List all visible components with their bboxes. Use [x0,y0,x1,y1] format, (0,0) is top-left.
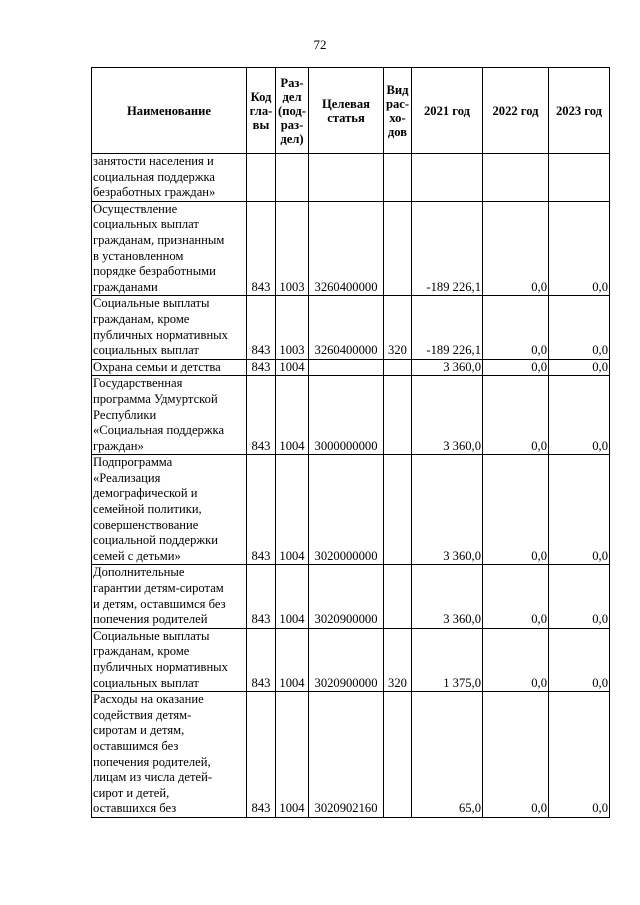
header-2021: 2021 год [412,68,483,154]
cell-y2022: 0,0 [483,359,549,376]
cell-y2021 [412,154,483,202]
table-header-row [92,68,610,154]
cell-vid [384,154,412,202]
budget-table [91,67,610,818]
table-row [92,565,610,628]
cell-y2022: 0,0 [483,296,549,359]
cell-y2023: 0,0 [549,565,610,628]
cell-y2023: 0,0 [549,359,610,376]
cell-vid [384,455,412,565]
cell-y2022: 0,0 [483,692,549,818]
cell-vid [384,692,412,818]
table-body [92,154,610,818]
cell-vid [384,376,412,455]
cell-razdel [276,154,309,202]
cell-kod: 843 [247,296,276,359]
cell-vid: 320 [384,296,412,359]
cell-celevaya: 3000000000 [309,376,384,455]
cell-razdel: 1004 [276,455,309,565]
header-name: Наименование [92,68,247,154]
cell-y2022: 0,0 [483,628,549,691]
cell-y2022: 0,0 [483,565,549,628]
table-row [92,296,610,359]
cell-y2021: 1 375,0 [412,628,483,691]
table-row [92,628,610,691]
cell-y2022: 0,0 [483,201,549,296]
cell-name: Охрана семьи и детства [92,359,247,376]
cell-y2022 [483,154,549,202]
cell-kod: 843 [247,455,276,565]
table-row [92,455,610,565]
header-kod: Код гла- вы [247,68,276,154]
cell-kod: 843 [247,359,276,376]
header-celevaya: Целевая статья [309,68,384,154]
cell-razdel: 1003 [276,296,309,359]
cell-celevaya: 3020000000 [309,455,384,565]
table-row [92,692,610,818]
cell-celevaya [309,359,384,376]
cell-razdel: 1004 [276,376,309,455]
cell-y2023: 0,0 [549,376,610,455]
cell-y2022: 0,0 [483,455,549,565]
cell-kod: 843 [247,201,276,296]
cell-name: Дополнительные гарантии детям-сиротам и детям, оставшимся без попечения родителей [92,565,247,628]
cell-kod: 843 [247,376,276,455]
table-row [92,201,610,296]
header-razdel: Раз- дел (под- раз- дел) [276,68,309,154]
cell-celevaya [309,154,384,202]
cell-name: занятости населения и социальная поддержка безработных граждан» [92,154,247,202]
cell-vid [384,359,412,376]
cell-kod: 843 [247,628,276,691]
cell-name: Расходы на оказание содействия детям- сиротам и детям, оставшимся без попечения родителей, лицам из числа детей- сирот и детей, оставшихся без [92,692,247,818]
cell-y2021: -189 226,1 [412,296,483,359]
table-row [92,154,610,202]
table-row [92,359,610,376]
cell-vid [384,201,412,296]
cell-y2021: 3 360,0 [412,565,483,628]
page-number: 72 [313,37,327,52]
cell-y2021: 3 360,0 [412,359,483,376]
cell-kod [247,154,276,202]
cell-y2021: 3 360,0 [412,455,483,565]
cell-kod: 843 [247,565,276,628]
cell-y2023: 0,0 [549,628,610,691]
cell-y2021: 65,0 [412,692,483,818]
cell-name: Государственная программа Удмуртской Республики «Социальная поддержка граждан» [92,376,247,455]
cell-celevaya: 3020902160 [309,692,384,818]
cell-razdel: 1004 [276,628,309,691]
header-2023: 2023 год [549,68,610,154]
cell-y2023 [549,154,610,202]
cell-vid: 320 [384,628,412,691]
cell-y2021: -189 226,1 [412,201,483,296]
header-vid: Вид рас- хо- дов [384,68,412,154]
header-2022: 2022 год [483,68,549,154]
table-row [92,376,610,455]
cell-y2022: 0,0 [483,376,549,455]
cell-name: Социальные выплаты гражданам, кроме публичных нормативных социальных выплат [92,296,247,359]
cell-name: Социальные выплаты гражданам, кроме публичных нормативных социальных выплат [92,628,247,691]
cell-kod: 843 [247,692,276,818]
cell-name: Осуществление социальных выплат гражданам, признанным в установленном порядке безработными гражданами [92,201,247,296]
cell-y2023: 0,0 [549,455,610,565]
cell-y2021: 3 360,0 [412,376,483,455]
cell-y2023: 0,0 [549,296,610,359]
cell-vid [384,565,412,628]
cell-razdel: 1003 [276,201,309,296]
cell-razdel: 1004 [276,565,309,628]
cell-celevaya: 3020900000 [309,565,384,628]
cell-celevaya: 3260400000 [309,201,384,296]
cell-y2023: 0,0 [549,201,610,296]
cell-celevaya: 3260400000 [309,296,384,359]
cell-celevaya: 3020900000 [309,628,384,691]
cell-name: Подпрограмма «Реализация демографической и семейной политики, совершенствование социальной поддержки семей с детьми» [92,455,247,565]
cell-razdel: 1004 [276,359,309,376]
cell-razdel: 1004 [276,692,309,818]
cell-y2023: 0,0 [549,692,610,818]
